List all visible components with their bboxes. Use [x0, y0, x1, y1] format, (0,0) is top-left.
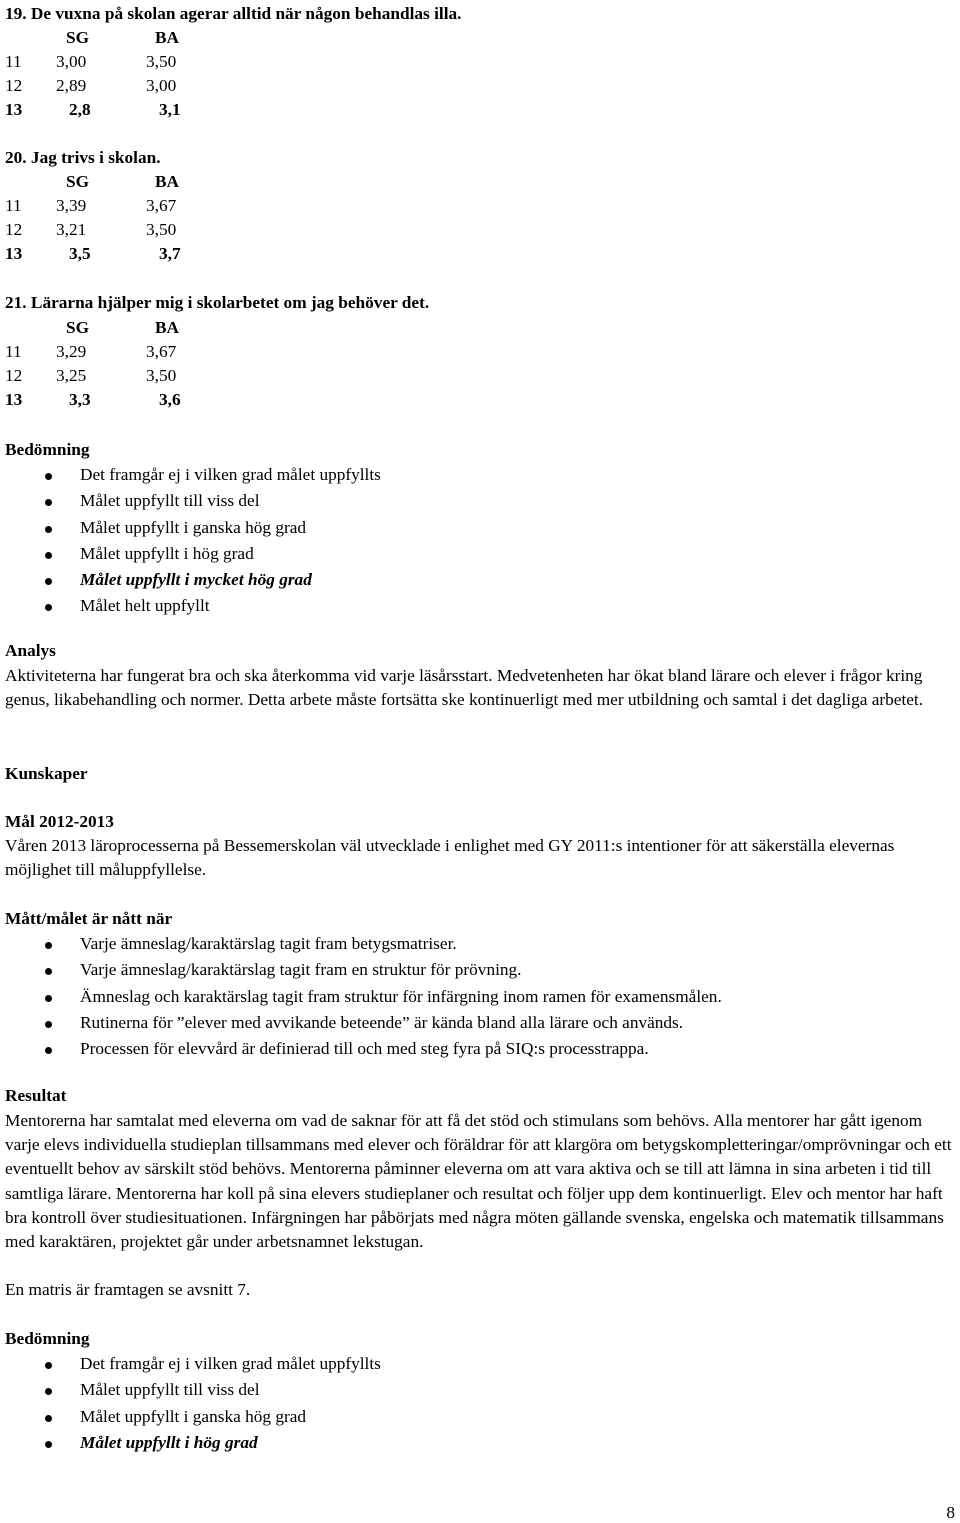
col-header-sg: SG: [66, 28, 90, 47]
list-item-highlighted: Målet uppfyllt i hög grad: [0, 1430, 381, 1456]
bullet-icon: [45, 995, 52, 1002]
kunskaper-heading: Kunskaper: [5, 764, 88, 783]
matt-heading: Mått/målet är nått när: [5, 909, 173, 928]
bullet-icon: [45, 1362, 52, 1369]
bullet-icon: [45, 526, 52, 533]
list-item: Processen för elevvård är definierad till och med steg fyra på SIQ:s processtrappa.: [0, 1036, 722, 1062]
matt-list: [0, 931, 722, 1062]
analys-text: Aktiviteterna har fungerat bra och ska återkomma vid varje läsårsstart. Medvetenheten har ökat bland lärare och elever i frågor kring genus, likabehandling och normer. Detta arbete måste fortsätta ske kontinuerligt med mer utbildning och samtal i det dagliga arbetet.: [5, 666, 924, 710]
table-header-row: SG BA: [66, 318, 180, 337]
list-item: Varje ämneslag/karaktärslag tagit fram betygsmatriser.: [0, 931, 722, 957]
list-item: Målet uppfyllt i ganska hög grad: [0, 1404, 381, 1430]
bullet-icon: [45, 1021, 52, 1028]
page-number: 8: [946, 1503, 955, 1522]
col-header-ba: BA: [155, 28, 180, 47]
q20-heading: 20. Jag trivs i skolan.: [5, 148, 161, 167]
list-item: Målet uppfyllt i hög grad: [0, 541, 381, 567]
list-item: Det framgår ej i vilken grad målet uppfyllts: [0, 462, 381, 488]
table-row: 12 2,89 3,00: [5, 76, 177, 95]
bullet-icon: [45, 604, 52, 611]
mal-heading: Mål 2012-2013: [5, 812, 114, 831]
table-row: 11 3,39 3,67: [5, 196, 177, 215]
table-row: 13 3,5 3,7: [5, 244, 181, 263]
q21-heading: 21. Lärarna hjälper mig i skolarbetet om jag behöver det.: [5, 293, 430, 312]
resultat-text-2: En matris är framtagen se avsnitt 7.: [5, 1280, 251, 1299]
bullet-icon: [45, 499, 52, 506]
table-row: 11 3,00 3,50: [5, 52, 177, 71]
q19-heading: 19. De vuxna på skolan agerar alltid när någon behandlas illa.: [5, 4, 462, 23]
bullet-icon: [45, 1415, 52, 1422]
bedomning-heading: Bedömning: [5, 440, 90, 459]
bullet-icon: [45, 473, 52, 480]
resultat-text: Mentorerna har samtalat med eleverna om vad de saknar för att få det stöd och stimulans som behövs. Alla mentorer har gått igenom varje elevs individuella studieplan tillsammans med elever och föräldrar för att klargöra om betygskompletteringar/omprövningar och ett eventuellt behov av särskilt stöd behövs. Mentorerna påminner eleverna om att vara aktiva och se till att lämna in sina arbeten i tid till samtliga lärare. Mentorerna har koll på sina elevers studieplaner och resultat och följer upp dem kontinuerligt. Elev och mentor har haft bra kontroll över studiesituationen. Infärgningen har påbörjats med några möten gällande svenska, engelska och matematik tillsammans med karaktären, projektet går under arbetsnamnet lekstugan.: [5, 1111, 952, 1252]
table-header-row: SG BA: [66, 172, 180, 191]
bullet-icon: [45, 578, 52, 585]
bedomning-list: [0, 462, 381, 620]
table-row: 12 3,21 3,50: [5, 220, 177, 239]
table-row: 11 3,29 3,67: [5, 342, 177, 361]
bullet-icon: [45, 942, 52, 949]
list-item: Målet uppfyllt till viss del: [0, 1377, 381, 1403]
bullet-icon: [45, 1388, 52, 1395]
bullet-icon: [45, 1047, 52, 1054]
list-item: Målet uppfyllt till viss del: [0, 488, 381, 514]
table-row: 12 3,25 3,50: [5, 366, 177, 385]
list-item: Det framgår ej i vilken grad målet uppfyllts: [0, 1351, 381, 1377]
table-row: 13 2,8 3,1: [5, 100, 181, 119]
list-item: Målet helt uppfyllt: [0, 593, 381, 619]
list-item-highlighted: Målet uppfyllt i mycket hög grad: [0, 567, 381, 593]
list-item: Rutinerna för ”elever med avvikande beteende” är kända bland alla lärare och används.: [0, 1010, 722, 1036]
analys-heading: Analys: [5, 641, 56, 660]
mal-text: Våren 2013 läroprocesserna på Bessemerskolan väl utvecklade i enlighet med GY 2011:s intentioner för att säkerställa elevernas möjlighet till måluppfyllelse.: [5, 836, 895, 880]
bullet-icon: [45, 552, 52, 559]
table-header-row: [5, 26, 205, 50]
bullet-icon: [45, 1441, 52, 1448]
table-row: 13 3,3 3,6: [5, 390, 181, 409]
list-item: Varje ämneslag/karaktärslag tagit fram en struktur för prövning.: [0, 957, 722, 983]
bullet-icon: [45, 968, 52, 975]
bedomning-list: [0, 1351, 381, 1456]
bedomning-heading: Bedömning: [5, 1329, 90, 1348]
resultat-heading: Resultat: [5, 1086, 67, 1105]
list-item: Ämneslag och karaktärslag tagit fram struktur för infärgning inom ramen för examensmålen.: [0, 984, 722, 1010]
list-item: Målet uppfyllt i ganska hög grad: [0, 515, 381, 541]
